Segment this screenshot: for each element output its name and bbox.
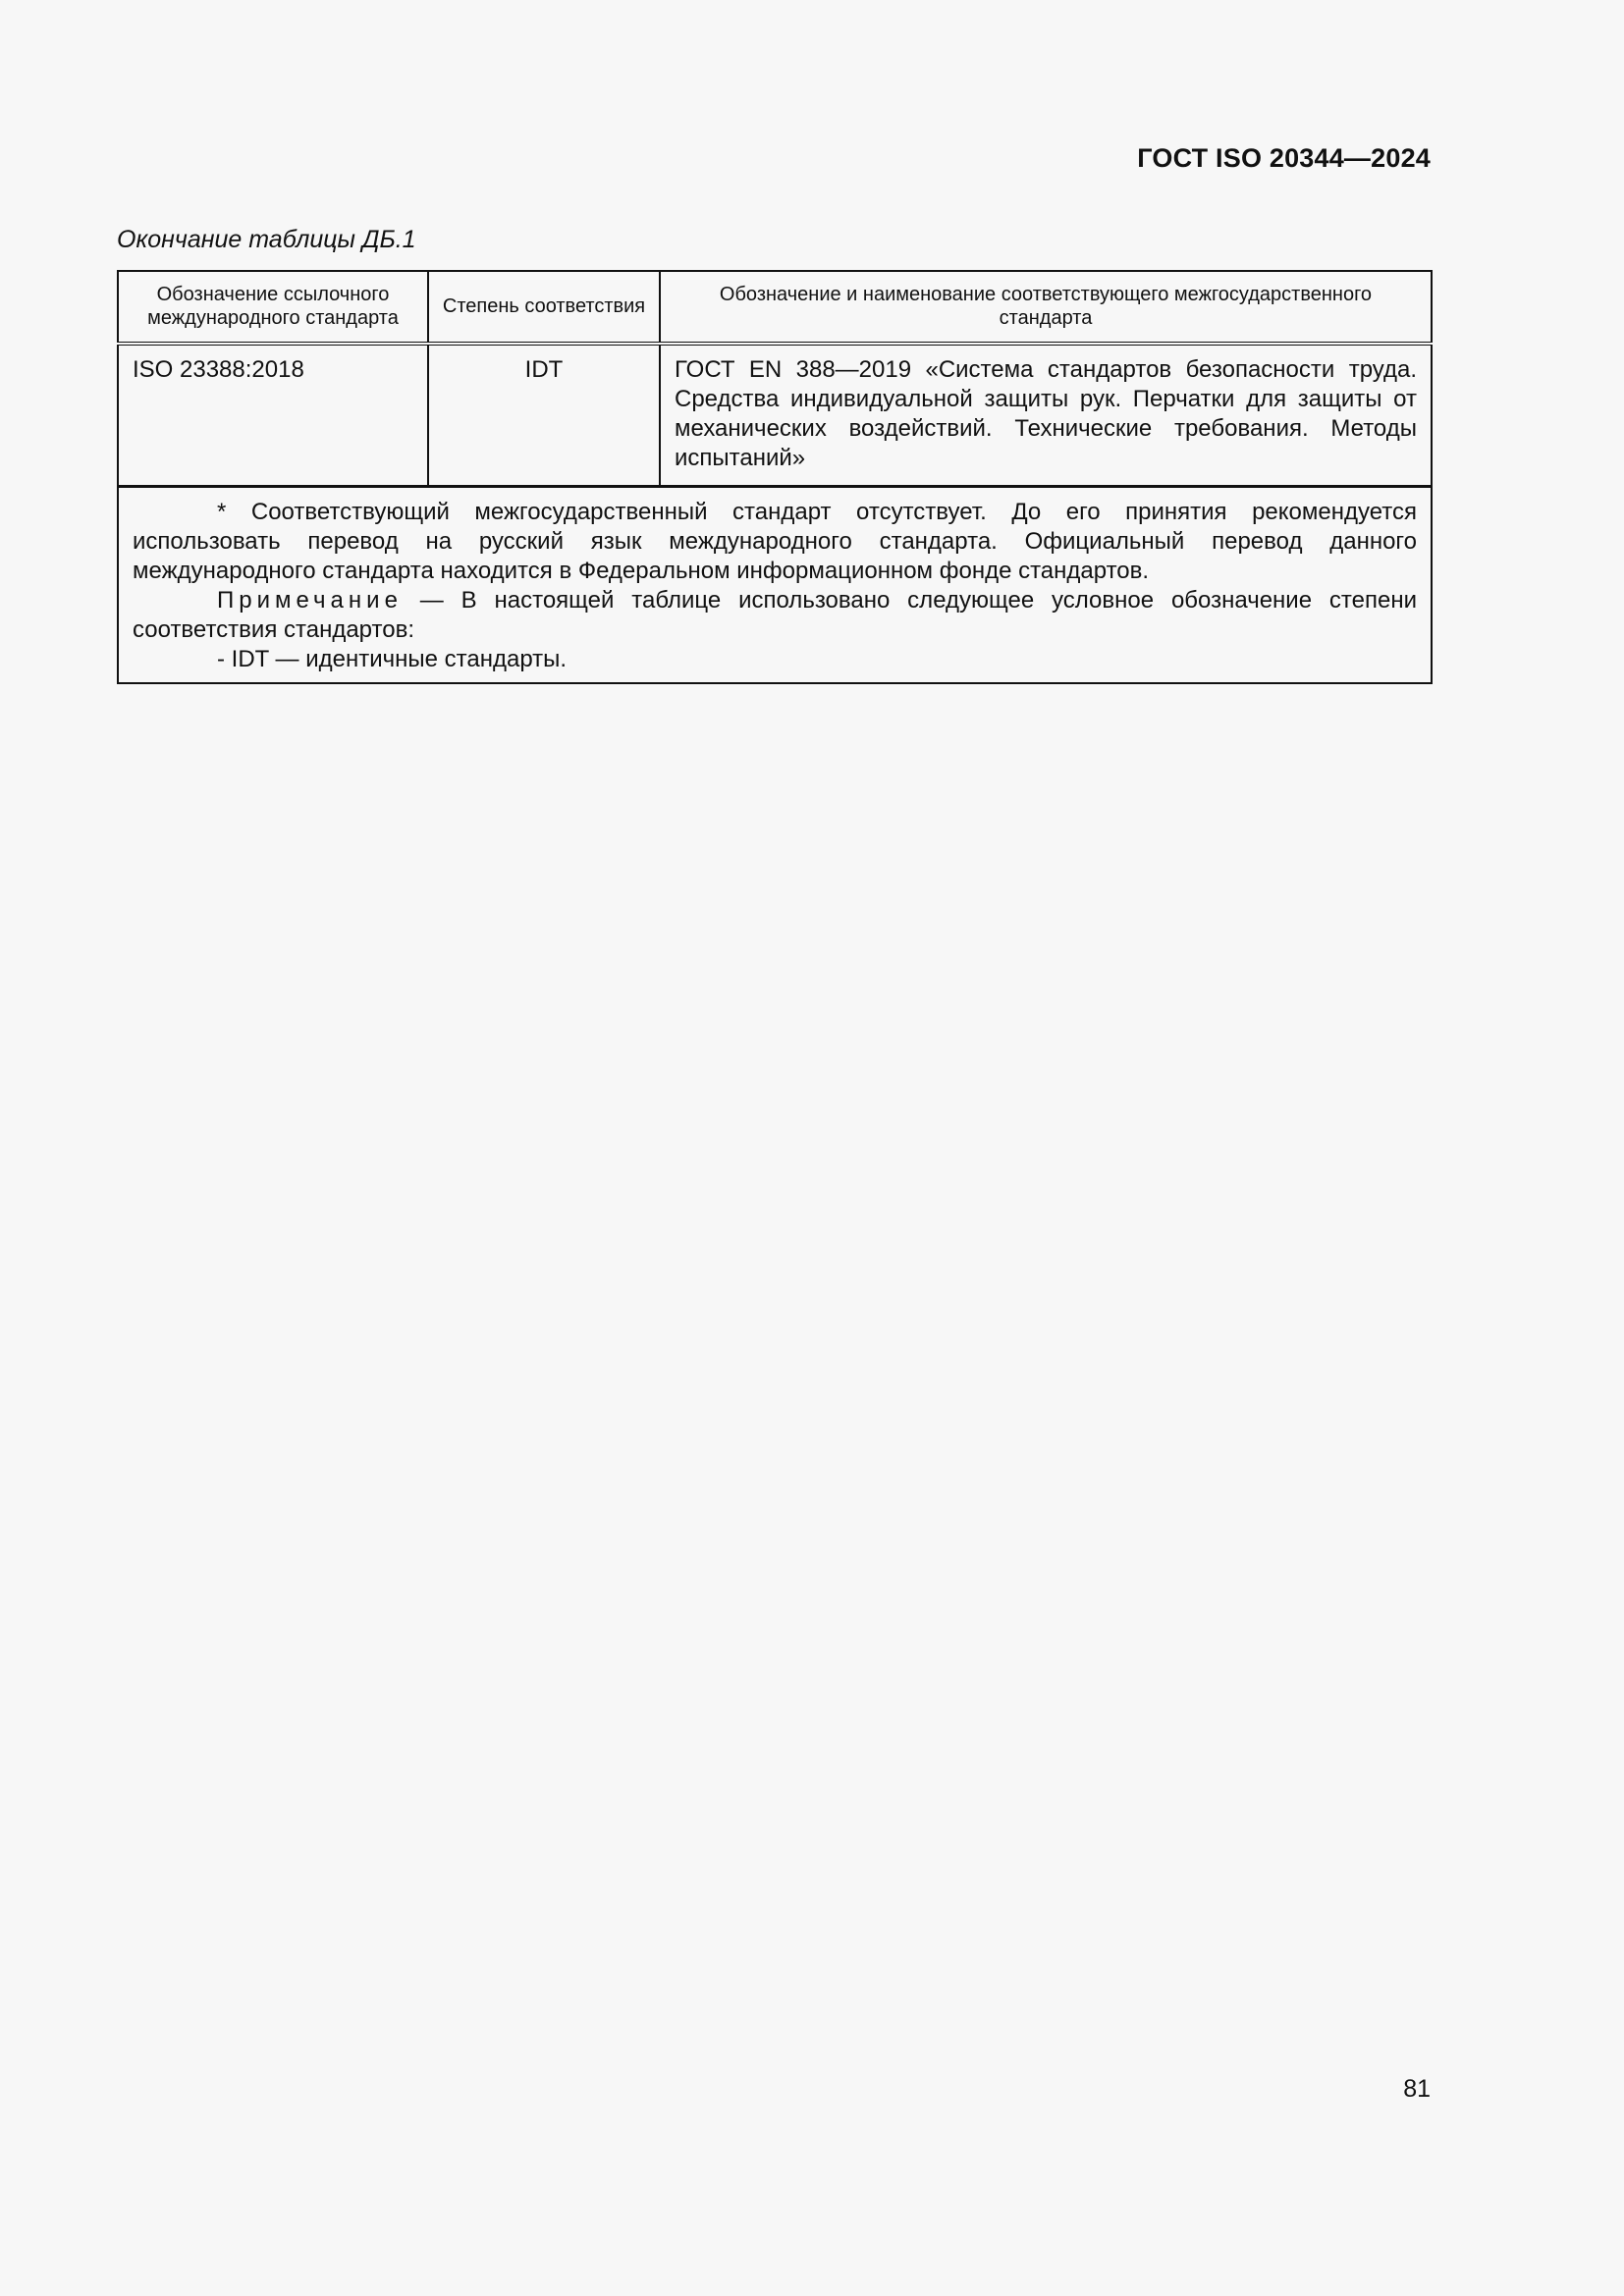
table-caption: Окончание таблицы ДБ.1 xyxy=(117,226,416,253)
legend-idt: - IDT — идентичные стандарты. xyxy=(217,645,568,672)
column-header-national-standard: Обозначение и наименование соответствующего межгосударственного стандарта xyxy=(660,271,1432,344)
cell-national-standard: ГОСТ EN 388—2019 «Система стандартов безопасности труда. Средства индивидуальной защиты рук. Перчатки для защиты от механических воздействий. Технические требования. Методы испытаний» xyxy=(660,344,1432,486)
cell-degree: IDT xyxy=(428,344,660,486)
table-notes xyxy=(118,486,1432,683)
note xyxy=(133,586,1417,645)
document-id: ГОСТ ISO 20344—2024 xyxy=(1137,143,1431,173)
table-header-row xyxy=(118,271,1432,344)
reference-table-container xyxy=(117,270,1433,684)
page-number: 81 xyxy=(1403,2075,1431,2103)
column-header-ref-standard: Обозначение ссылочного международного стандарта xyxy=(118,271,428,344)
column-header-degree: Степень соответствия xyxy=(428,271,660,344)
note-text: — В настоящей таблице использовано следующее условное обозначение степени соответствия стандартов: xyxy=(133,586,1417,643)
note-label: Примечание xyxy=(217,586,403,614)
table-row xyxy=(118,344,1432,486)
table-notes-row xyxy=(118,486,1432,683)
footnote: * Соответствующий межгосударственный стандарт отсутствует. До его принятия рекомендуется использовать перевод на русский язык международного стандарта. Официальный перевод данного международного стандарта находится в Федеральном информационном фонде стандартов. xyxy=(133,498,1417,584)
cell-ref-standard: ISO 23388:2018 xyxy=(118,344,428,486)
reference-table xyxy=(117,270,1433,684)
